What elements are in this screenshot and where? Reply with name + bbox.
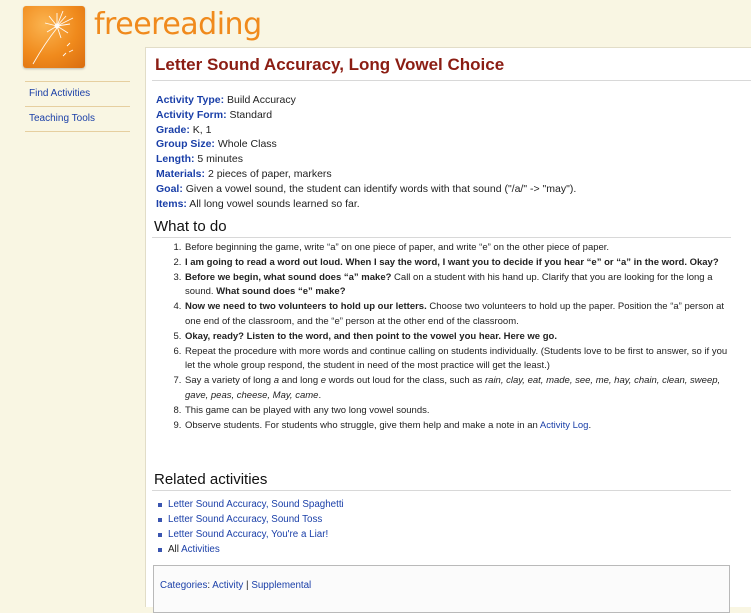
step-text: Observe students. For students who struggle, give them help and make a note in an <box>185 419 540 431</box>
meta-key: Activity Form: <box>156 108 227 121</box>
step-text: words out loud for the class, such as <box>326 375 485 387</box>
categories-colon: : <box>207 580 213 591</box>
step-3 <box>184 271 734 301</box>
step-script: I am going to read a word out loud. When I say the word, I want you to decide if you hear “e” or “a” in the word. Okay? <box>185 256 719 268</box>
logo-reading-text: reading <box>151 7 262 42</box>
step-script: Before we begin, what sound does “a” make? <box>185 271 392 283</box>
main-content <box>145 47 751 607</box>
category-separator: | <box>243 580 252 591</box>
meta-value: 5 minutes <box>197 153 243 166</box>
logo-free-text: free <box>94 7 152 42</box>
categories-link[interactable]: Categories <box>160 580 208 591</box>
step-text: . <box>318 389 322 401</box>
step-6 <box>184 345 734 375</box>
categories-box <box>153 565 730 613</box>
meta-value: K, 1 <box>192 123 212 136</box>
meta-items <box>156 197 576 212</box>
step-text: Before beginning the game, write “a” on one piece of paper, and write “e” on the other piece of paper. <box>185 242 610 253</box>
meta-value: Whole Class <box>217 138 277 151</box>
step-1 <box>184 241 734 256</box>
all-activities-link[interactable]: Activities <box>181 544 220 555</box>
vowel-e: e <box>320 375 327 387</box>
meta-value: Given a vowel sound, the student can identify words with that sound ("/a/" -> "may"). <box>185 182 577 195</box>
step-script: Now we need to two volunteers to hold up our letters. <box>185 301 427 313</box>
example-words: rain, clay, eat, made, see, me, hay, chain, clean, sweep, gave, peas, cheese, May, came <box>185 375 721 401</box>
meta-group-size <box>156 137 576 152</box>
logo-badge[interactable] <box>23 6 85 68</box>
meta-key: Items: <box>156 197 187 210</box>
sidebar-item-teaching-tools[interactable]: Teaching Tools <box>25 106 130 132</box>
meta-key: Goal: <box>156 182 183 195</box>
site-logo-text[interactable] <box>94 8 262 42</box>
what-to-do-divider <box>152 237 731 238</box>
page-title: Letter Sound Accuracy, Long Vowel Choice <box>155 55 505 74</box>
step-text: Say a variety of long <box>185 375 274 387</box>
step-2 <box>184 256 734 271</box>
activity-log-link[interactable]: Activity Log <box>539 419 589 431</box>
related-link-youre-a-liar[interactable]: Letter Sound Accuracy, You're a Liar! <box>168 529 329 540</box>
meta-key: Group Size: <box>156 138 215 151</box>
meta-key: Length: <box>156 153 195 166</box>
list-item <box>168 527 344 542</box>
related-link-sound-spaghetti[interactable]: Letter Sound Accuracy, Sound Spaghetti <box>168 499 344 510</box>
sidebar-item-find-activities[interactable]: Find Activities <box>25 81 130 106</box>
meta-key: Activity Type: <box>156 94 225 106</box>
related-link-sound-toss[interactable]: Letter Sound Accuracy, Sound Toss <box>168 514 323 525</box>
meta-length <box>156 152 576 167</box>
activity-metadata <box>156 93 576 211</box>
meta-value: 2 pieces of paper, markers <box>207 167 332 180</box>
vowel-a: a <box>273 375 280 387</box>
sidebar-nav <box>25 81 130 132</box>
title-divider <box>152 80 751 81</box>
related-activities-list <box>156 497 344 557</box>
steps-list <box>154 241 734 433</box>
meta-value: Standard <box>229 108 273 121</box>
related-divider <box>152 490 731 491</box>
category-supplemental[interactable]: Supplemental <box>251 580 312 591</box>
all-prefix: All <box>168 544 182 555</box>
dandelion-icon <box>23 6 85 68</box>
step-text: This game can be played with any two long vowel sounds. <box>185 404 430 416</box>
related-activities-heading: Related activities <box>154 471 268 488</box>
step-text: Repeat the procedure with more words and continue calling on students individually. (Students love to be first to answer, so if you let the whole group respond, the student in need of the most practice will get the least.) <box>185 345 728 372</box>
meta-key: Materials: <box>156 167 206 180</box>
step-8 <box>184 404 734 419</box>
meta-grade <box>156 123 576 138</box>
meta-goal <box>156 182 576 197</box>
meta-value: All long vowel sounds learned so far. <box>189 197 360 210</box>
meta-activity-type <box>156 93 576 108</box>
meta-key: Grade: <box>156 123 190 136</box>
list-item <box>168 512 344 527</box>
what-to-do-heading: What to do <box>154 218 227 235</box>
step-9 <box>184 419 734 434</box>
meta-materials <box>156 167 576 182</box>
category-activity[interactable]: Activity <box>212 580 244 591</box>
list-item <box>168 497 344 512</box>
step-5 <box>184 330 734 345</box>
step-text: Choose two volunteers to hold up the paper. Position the “a” person at one end of the classroom, and the “e” person at the other end of the classroom. <box>185 301 725 327</box>
step-text: and long <box>279 375 321 387</box>
step-text: . <box>588 419 592 431</box>
meta-activity-form <box>156 108 576 123</box>
list-item <box>168 542 344 557</box>
step-script: Okay, ready? Listen to the word, and then point to the vowel you hear. Here we go. <box>185 330 557 342</box>
step-text: Call on a student with his hand up. Clarify that you are looking for the long a sound. <box>185 271 713 298</box>
meta-value: Build Accuracy <box>227 94 296 106</box>
step-7 <box>184 374 734 404</box>
step-4 <box>184 300 734 330</box>
step-script: What sound does “e” make? <box>216 286 346 298</box>
